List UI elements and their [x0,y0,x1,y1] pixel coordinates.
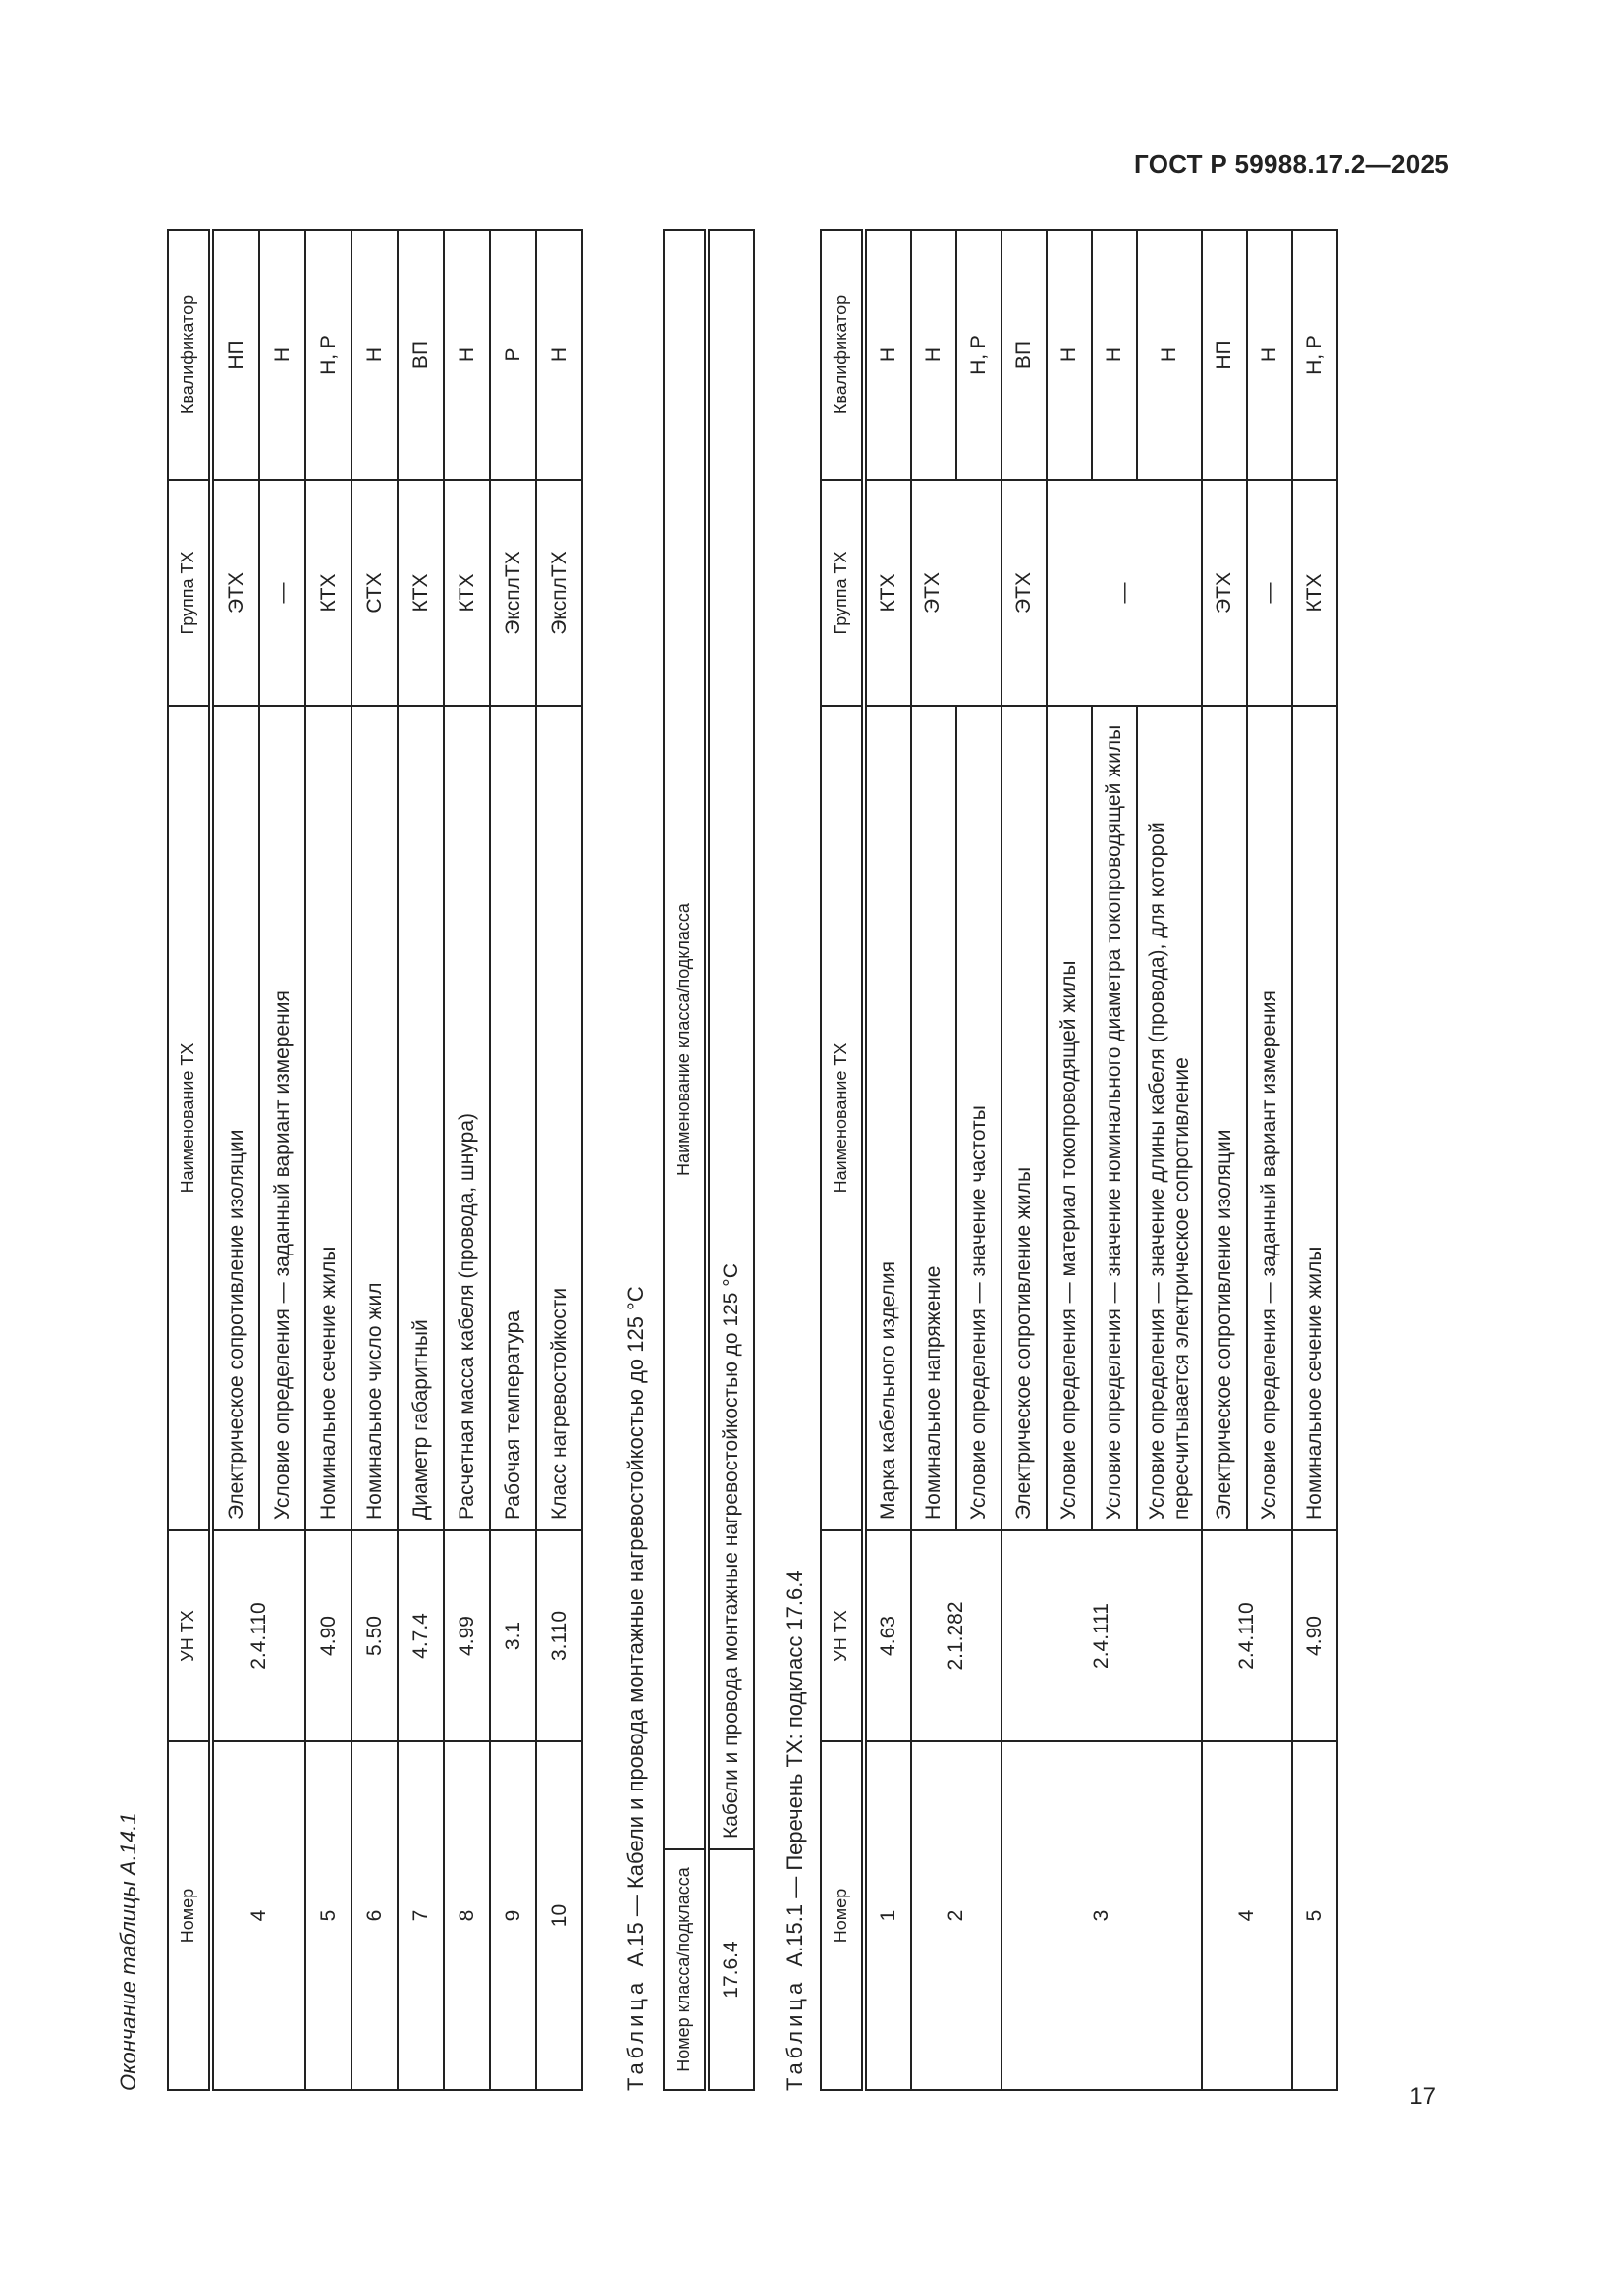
cell-number: 5 [1292,1741,1337,2090]
cell-group: КТХ [444,480,490,706]
cell-number: 2 [911,1741,1001,2090]
cell-group: ЭТХ [211,480,259,706]
cell-qualifier: НП [211,230,259,480]
cell-qualifier: Н [259,230,305,480]
header-code: УН ТХ [821,1530,864,1741]
cell-name: Электрическое сопротивление жилы [1001,706,1047,1530]
cell-qualifier: Н, Р [956,230,1001,480]
cell-code: 4.99 [444,1530,490,1741]
table-row [211,230,259,2090]
header-number: Номер [821,1741,864,2090]
cell-number: 8 [444,1741,490,2090]
cell-code: 4.90 [1292,1530,1337,1741]
cell-name: Номинальное сечение жилы [1292,706,1337,1530]
cell-name: Рабочая температура [490,706,536,1530]
cell-code: 2.1.282 [911,1530,1001,1741]
cell-qualifier: Р [490,230,536,480]
cell-qualifier: Н [864,230,911,480]
caption-text: А.15 — Кабели и провода монтажные нагревостойкостью до 125 °C [623,1286,648,1967]
table-row [911,230,956,2090]
table-row [707,230,754,2090]
table-row [536,230,582,2090]
table-row [352,230,398,2090]
table-a15-1 [820,229,1338,2091]
cell-code: 2.4.111 [1001,1530,1202,1741]
cell-group: КТХ [305,480,352,706]
cell-name: Номинальное сечение жилы [305,706,352,1530]
cell-name: Расчетная масса кабеля (провода, шнура) [444,706,490,1530]
table-row [305,230,352,2090]
cell-qualifier: Н [1137,230,1202,480]
cell-name: Условие определения — материал токопроводящей жилы [1047,706,1092,1530]
cell-code: 3.1 [490,1530,536,1741]
cell-number: 1 [864,1741,911,2090]
cell-code: 4.90 [305,1530,352,1741]
cell-number: 9 [490,1741,536,2090]
header-name: Наименование ТХ [821,706,864,1530]
rotated-landscape-content [98,196,1473,2120]
table-row [1292,230,1337,2090]
table-a15-caption [623,1286,649,2091]
table-row [444,230,490,2090]
cell-code: 2.4.110 [211,1530,305,1741]
cell-group: ЭксплТХ [536,480,582,706]
cell-qualifier: Н, Р [1292,230,1337,480]
table-a15-1-caption [783,1570,808,2091]
cell-qualifier: Н [536,230,582,480]
cell-group: СТХ [352,480,398,706]
cell-name: Класс нагревостойкости [536,706,582,1530]
cell-code: 3.110 [536,1530,582,1741]
cell-qualifier: ВП [1001,230,1047,480]
cell-code: 5.50 [352,1530,398,1741]
cell-number: 6 [352,1741,398,2090]
cell-name: Условие определения — заданный вариант измерения [259,706,305,1530]
header-number: Номер [168,1741,211,2090]
header-class-name: Наименование класса/подкласса [664,230,707,1849]
cell-name: Условие определения — значение длины кабеля (провода), для которой пересчитывается электрическое сопротивление [1137,706,1202,1530]
caption-text: А.15.1 — Перечень ТХ: подкласс 17.6.4 [783,1570,807,1967]
cell-qualifier: Н [1247,230,1292,480]
cell-class-number: 17.6.4 [707,1849,754,2090]
cell-number: 4 [211,1741,305,2090]
cell-number: 7 [398,1741,444,2090]
table-header-row [821,230,864,2090]
cell-name: Номинальное напряжение [911,706,956,1530]
cell-name: Марка кабельного изделия [864,706,911,1530]
table-a14-1-caption: Окончание таблицы А.14.1 [116,1812,140,2091]
header-group: Группа ТХ [821,480,864,706]
header-group: Группа ТХ [168,480,211,706]
document-code-header: ГОСТ Р 59988.17.2—2025 [1134,149,1449,179]
table-row [1202,230,1247,2090]
table-header-row [664,230,707,2090]
table-row [1001,230,1047,2090]
cell-qualifier: ВП [398,230,444,480]
cell-number: 3 [1001,1741,1202,2090]
cell-qualifier: Н, Р [305,230,352,480]
table-row [864,230,911,2090]
table-row [490,230,536,2090]
cell-name: Электрическое сопротивление изоляции [1202,706,1247,1530]
cell-name: Электрическое сопротивление изоляции [211,706,259,1530]
cell-qualifier: Н [444,230,490,480]
cell-group: КТХ [1292,480,1337,706]
cell-group: — [259,480,305,706]
caption-prefix: Таблица [783,1978,807,2091]
header-class-number: Номер класса/подкласса [664,1849,707,2090]
cell-group: КТХ [398,480,444,706]
caption-prefix: Таблица [623,1978,648,2091]
page-number: 17 [1409,2083,1435,2109]
cell-qualifier: Н [911,230,956,480]
cell-code: 2.4.110 [1202,1530,1292,1741]
cell-group: ЭксплТХ [490,480,536,706]
header-name: Наименование ТХ [168,706,211,1530]
cell-qualifier: Н [1047,230,1092,480]
cell-qualifier: НП [1202,230,1247,480]
cell-class-name: Кабели и провода монтажные нагревостойкостью до 125 °C [707,230,754,1849]
cell-group: — [1247,480,1292,706]
cell-number: 10 [536,1741,582,2090]
table-a15 [663,229,755,2091]
table-header-row [168,230,211,2090]
cell-group: КТХ [864,480,911,706]
header-qualifier: Квалификатор [821,230,864,480]
cell-qualifier: Н [1092,230,1137,480]
cell-code: 4.63 [864,1530,911,1741]
cell-code: 4.7.4 [398,1530,444,1741]
cell-name: Условие определения — значение номинального диаметра токопроводящей жилы [1092,706,1137,1530]
cell-group: ЭТХ [1202,480,1247,706]
cell-group: — [1047,480,1202,706]
cell-qualifier: Н [352,230,398,480]
header-code: УН ТХ [168,1530,211,1741]
cell-group: ЭТХ [911,480,1001,706]
cell-group: ЭТХ [1001,480,1047,706]
cell-name: Условие определения — заданный вариант измерения [1247,706,1292,1530]
table-a14-1 [167,229,583,2091]
cell-number: 4 [1202,1741,1292,2090]
cell-name: Диаметр габаритный [398,706,444,1530]
header-qualifier: Квалификатор [168,230,211,480]
cell-number: 5 [305,1741,352,2090]
cell-name: Условие определения — значение частоты [956,706,1001,1530]
cell-name: Номинальное число жил [352,706,398,1530]
table-row [398,230,444,2090]
